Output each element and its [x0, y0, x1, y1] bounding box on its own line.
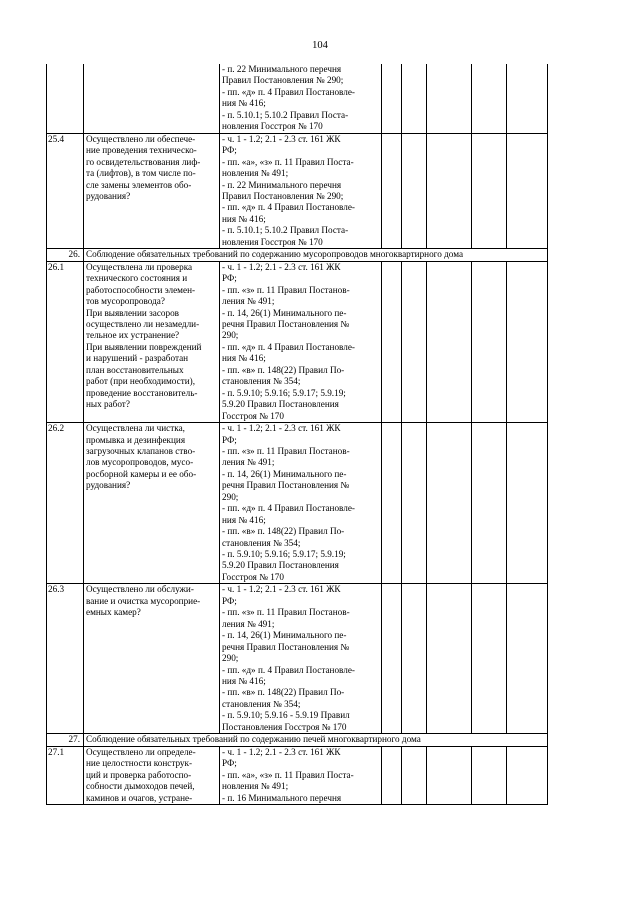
question-line: загрузочных клапанов ство- — [86, 445, 196, 456]
reference-line: Правил Постановления № 290; — [222, 75, 344, 86]
question-line: го освидетельствования лиф- — [86, 156, 201, 167]
question-line: Осуществлено ли обслужи- — [86, 584, 194, 595]
question-cell — [84, 261, 220, 422]
empty-answer-cell[interactable] — [402, 423, 427, 584]
reference-line: ния № 416; — [222, 353, 266, 364]
section-row — [47, 734, 548, 746]
empty-answer-cell[interactable] — [402, 64, 427, 133]
reference-line: - п. 22 Минимального перечня — [222, 179, 342, 190]
reference-line: - пп. «з» п. 11 Правил Постанов- — [222, 284, 350, 295]
reference-line: - пп. «а», «з» п. 11 Правил Поста- — [222, 156, 354, 167]
reference-line: новления № 491; — [222, 168, 289, 179]
question-cell — [84, 746, 220, 804]
question-line: план восстановительных — [86, 364, 184, 375]
reference-line: новления Госстроя № 170 — [222, 121, 323, 132]
question-line: и нарушений - разработан — [86, 353, 189, 364]
reference-line: ления № 491; — [222, 457, 275, 468]
question-cell — [84, 133, 220, 249]
reference-line: РФ; — [222, 434, 237, 445]
reference-line: 290; — [222, 653, 239, 664]
reference-line: - п. 5.9.10; 5.9.16; 5.9.17; 5.9.19; — [222, 387, 346, 398]
question-line: Осуществлено ли обеспече- — [86, 133, 196, 144]
question-cell — [84, 423, 220, 584]
reference-line: - п. 5.9.10; 5.9.16 - 5.9.19 Правил — [222, 710, 350, 721]
question-line: росборной камеры и ее обо- — [86, 468, 197, 479]
reference-line: РФ; — [222, 758, 237, 769]
question-line: Осуществлена ли проверка — [86, 261, 193, 272]
legal-references-cell — [220, 133, 382, 249]
reference-line: Госстроя № 170 — [222, 571, 284, 582]
reference-line: речня Правил Постановления № — [222, 318, 350, 329]
question-line: ние проведения техническо- — [86, 145, 197, 156]
reference-line: - пп. «д» п. 4 Правил Постановле- — [222, 202, 355, 213]
legal-references-cell — [220, 261, 382, 422]
reference-line: - пп. «в» п. 148(22) Правил По- — [222, 526, 345, 537]
empty-answer-cell[interactable] — [402, 746, 427, 804]
section-title: Соблюдение обязательных требований по содержанию печей многоквартирного дома — [84, 734, 548, 746]
item-number: 26.3 — [47, 584, 84, 734]
empty-answer-cell[interactable] — [427, 423, 472, 584]
reference-line: - п. 14, 26(1) Минимального пе- — [222, 468, 347, 479]
legal-references-cell — [220, 64, 382, 133]
reference-line: - п. 16 Минимального перечня — [222, 792, 342, 803]
empty-answer-cell[interactable] — [427, 133, 472, 249]
question-line: рудования? — [86, 190, 131, 201]
table-row — [47, 64, 548, 133]
section-title: Соблюдение обязательных требований по содержанию мусоропроводов многоквартирного дома — [84, 249, 548, 261]
question-line: При выявлении повреждений — [86, 341, 202, 352]
reference-line: речня Правил Постановления № — [222, 480, 350, 491]
question-line: ций и проверка работоспо- — [86, 769, 192, 780]
table-body — [47, 64, 548, 805]
question-line: работ (при необходимости), — [86, 376, 195, 387]
empty-answer-cell[interactable] — [402, 133, 427, 249]
reference-line: РФ; — [222, 595, 237, 606]
reference-line: 5.9.20 Правил Постановления — [222, 560, 339, 571]
reference-line: ния № 416; — [222, 213, 266, 224]
question-line: осуществлено ли незамедли- — [86, 318, 200, 329]
reference-line: - ч. 1 - 1.2; 2.1 - 2.3 ст. 161 ЖК — [222, 584, 341, 595]
empty-answer-cell[interactable] — [402, 584, 427, 734]
empty-answer-cell[interactable] — [427, 261, 472, 422]
empty-answer-cell[interactable] — [382, 423, 402, 584]
reference-line: - п. 5.9.10; 5.9.16; 5.9.17; 5.9.19; — [222, 549, 346, 560]
reference-line: - пп. «д» п. 4 Правил Постановле- — [222, 86, 355, 97]
question-line: При выявлении засоров — [86, 307, 180, 318]
empty-answer-cell[interactable] — [427, 64, 472, 133]
question-line: промывка и дезинфекция — [86, 434, 186, 445]
question-line: ние целостности конструк- — [86, 758, 193, 769]
reference-line: ния № 416; — [222, 514, 266, 525]
reference-line: - пп. «в» п. 148(22) Правил По- — [222, 364, 345, 375]
empty-answer-cell[interactable] — [382, 133, 402, 249]
empty-answer-cell[interactable] — [507, 261, 548, 422]
legal-references-cell — [220, 746, 382, 804]
question-line: технического состояния и — [86, 273, 188, 284]
legal-references-cell — [220, 423, 382, 584]
empty-answer-cell[interactable] — [427, 746, 472, 804]
empty-answer-cell[interactable] — [507, 423, 548, 584]
reference-line: Постановления Госстроя № 170 — [222, 721, 347, 732]
reference-line: - ч. 1 - 1.2; 2.1 - 2.3 ст. 161 ЖК — [222, 746, 341, 757]
question-line: та (лифтов), в том числе по- — [86, 168, 196, 179]
reference-line: 5.9.20 Правил Постановления — [222, 399, 339, 410]
section-number: 27. — [47, 734, 84, 746]
reference-line: - пп. «д» п. 4 Правил Постановле- — [222, 503, 355, 514]
empty-answer-cell[interactable] — [472, 261, 507, 422]
question-line: проведение восстановитель- — [86, 387, 198, 398]
empty-answer-cell[interactable] — [472, 133, 507, 249]
table-row — [47, 746, 548, 804]
reference-line: - пп. «в» п. 148(22) Правил По- — [222, 687, 345, 698]
item-number: 26.2 — [47, 423, 84, 584]
question-cell — [84, 584, 220, 734]
table-row — [47, 423, 548, 584]
reference-line: - пп. «д» п. 4 Правил Постановле- — [222, 664, 355, 675]
reference-line: ления № 491; — [222, 618, 275, 629]
question-line: емных камер? — [86, 607, 141, 618]
reference-line: становления № 354; — [222, 376, 301, 387]
reference-line: - пп. «а», «з» п. 11 Правил Поста- — [222, 769, 354, 780]
item-number: 27.1 — [47, 746, 84, 804]
question-line: тов мусоропровода? — [86, 296, 165, 307]
reference-line: - ч. 1 - 1.2; 2.1 - 2.3 ст. 161 ЖК — [222, 261, 341, 272]
reference-line: Госстроя № 170 — [222, 410, 284, 421]
reference-line: - ч. 1 - 1.2; 2.1 - 2.3 ст. 161 ЖК — [222, 423, 341, 434]
empty-answer-cell[interactable] — [507, 133, 548, 249]
section-number: 26. — [47, 249, 84, 261]
empty-answer-cell[interactable] — [472, 746, 507, 804]
reference-line: - пп. «д» п. 4 Правил Постановле- — [222, 341, 355, 352]
empty-answer-cell[interactable] — [382, 584, 402, 734]
empty-answer-cell[interactable] — [507, 64, 548, 133]
reference-line: - пп. «з» п. 11 Правил Постанов- — [222, 607, 350, 618]
reference-line: - п. 5.10.1; 5.10.2 Правил Поста- — [222, 109, 349, 120]
question-cell — [84, 64, 220, 133]
reference-line: - ч. 1 - 1.2; 2.1 - 2.3 ст. 161 ЖК — [222, 133, 341, 144]
reference-line: Правил Постановления № 290; — [222, 190, 344, 201]
question-line: Осуществлено ли определе- — [86, 746, 196, 757]
question-line: собности дымоходов печей, — [86, 781, 195, 792]
reference-line: - пп. «з» п. 11 Правил Постанов- — [222, 445, 350, 456]
reference-line: - п. 22 Минимального перечня — [222, 64, 342, 74]
item-number: 25.4 — [47, 133, 84, 249]
empty-answer-cell[interactable] — [472, 584, 507, 734]
empty-answer-cell[interactable] — [382, 261, 402, 422]
reference-line: ния № 416; — [222, 676, 266, 687]
reference-line: 290; — [222, 491, 239, 502]
question-line: рудования? — [86, 480, 131, 491]
reference-line: РФ; — [222, 145, 237, 156]
question-line: работоспособности элемен- — [86, 284, 196, 295]
reference-line: становления № 354; — [222, 698, 301, 709]
inspection-checklist-table — [46, 64, 548, 805]
table-row — [47, 133, 548, 249]
reference-line: 290; — [222, 330, 239, 341]
reference-line: - п. 14, 26(1) Минимального пе- — [222, 630, 347, 641]
empty-answer-cell[interactable] — [402, 261, 427, 422]
table-row — [47, 584, 548, 734]
empty-answer-cell[interactable] — [427, 584, 472, 734]
reference-line: ления № 491; — [222, 296, 275, 307]
empty-answer-cell[interactable] — [472, 423, 507, 584]
reference-line: речня Правил Постановления № — [222, 641, 350, 652]
section-row — [47, 249, 548, 261]
empty-answer-cell[interactable] — [382, 64, 402, 133]
question-line: ных работ? — [86, 399, 130, 410]
reference-line: РФ; — [222, 273, 237, 284]
question-line: сле замены элементов обо- — [86, 179, 192, 190]
legal-references-cell — [220, 584, 382, 734]
item-number: 26.1 — [47, 261, 84, 422]
question-line: тельное их устранение? — [86, 330, 180, 341]
question-line: Осуществлена ли чистка, — [86, 423, 185, 434]
reference-line: становления № 354; — [222, 537, 301, 548]
empty-answer-cell[interactable] — [382, 746, 402, 804]
question-line: вание и очистка мусороприе- — [86, 595, 201, 606]
question-line: каминов и очагов, устране- — [86, 792, 193, 803]
table-row — [47, 261, 548, 422]
reference-line: - п. 5.10.1; 5.10.2 Правил Поста- — [222, 225, 349, 236]
page-number: 104 — [312, 40, 328, 51]
item-number — [47, 64, 84, 133]
empty-answer-cell[interactable] — [507, 746, 548, 804]
reference-line: ния № 416; — [222, 98, 266, 109]
reference-line: - п. 14, 26(1) Минимального пе- — [222, 307, 347, 318]
question-line: лов мусоропроводов, мусо- — [86, 457, 194, 468]
reference-line: новления № 491; — [222, 781, 289, 792]
reference-line: новления Госстроя № 170 — [222, 236, 323, 247]
empty-answer-cell[interactable] — [507, 584, 548, 734]
empty-answer-cell[interactable] — [472, 64, 507, 133]
